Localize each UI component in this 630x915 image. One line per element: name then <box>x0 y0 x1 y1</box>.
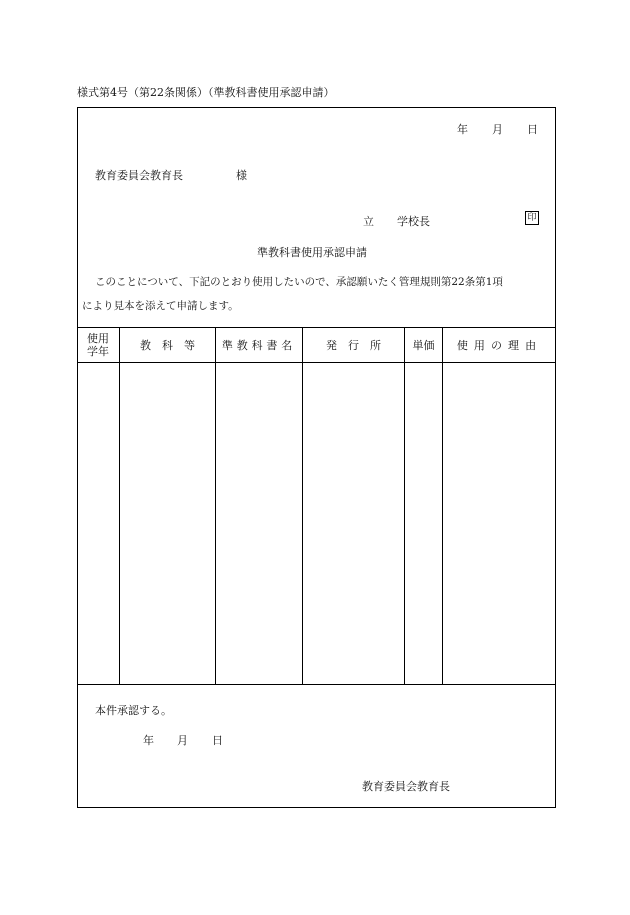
column-divider-1 <box>119 327 120 684</box>
header-usage-grade <box>77 327 119 363</box>
header-usage-grade-top: 使用 <box>87 332 109 345</box>
header-unit-price <box>405 327 442 363</box>
approval-date-day: 日 <box>212 734 223 747</box>
header-usage-grade-bottom: 学年 <box>87 345 109 358</box>
header-reason <box>443 327 556 363</box>
header-reason-label: 使用の理由 <box>456 339 543 352</box>
column-divider-5 <box>442 327 443 684</box>
table-bottom-border <box>77 684 556 685</box>
column-divider-3 <box>302 327 303 684</box>
school-establishment: 立 <box>363 215 374 228</box>
header-publisher-label: 発 行 所 <box>326 339 381 352</box>
seal-stamp: 印 <box>525 211 539 225</box>
body-text-line-1: このことについて、下記のとおり使用したいので、承認願いたく管理規則第22条第1項 <box>95 276 503 288</box>
approval-date-month: 月 <box>177 734 188 747</box>
header-book-name <box>216 327 302 363</box>
date-year: 年 <box>457 123 468 136</box>
form-number-label: 様式第4号（第22条関係）（準教科書使用承認申請） <box>77 86 335 99</box>
header-publisher <box>303 327 404 363</box>
addressee-title: 教育委員会教育長 <box>95 169 183 182</box>
approval-signatory: 教育委員会教育長 <box>362 780 450 793</box>
header-book-name-label: 準教科書名 <box>221 339 297 352</box>
date-month: 月 <box>492 123 503 136</box>
principal-title: 学校長 <box>397 215 430 228</box>
header-subject <box>120 327 215 363</box>
document-title: 準教科書使用承認申請 <box>257 246 367 259</box>
body-text-line-2: により見本を添えて申請します。 <box>82 300 239 312</box>
header-subject-label: 教 科 等 <box>140 339 195 352</box>
column-divider-4 <box>404 327 405 684</box>
header-unit-price-label: 単価 <box>412 339 435 352</box>
approval-statement: 本件承認する。 <box>95 704 172 717</box>
approval-date-year: 年 <box>143 734 154 747</box>
column-divider-2 <box>215 327 216 684</box>
addressee-honorific: 様 <box>236 169 247 182</box>
date-day: 日 <box>527 123 538 136</box>
